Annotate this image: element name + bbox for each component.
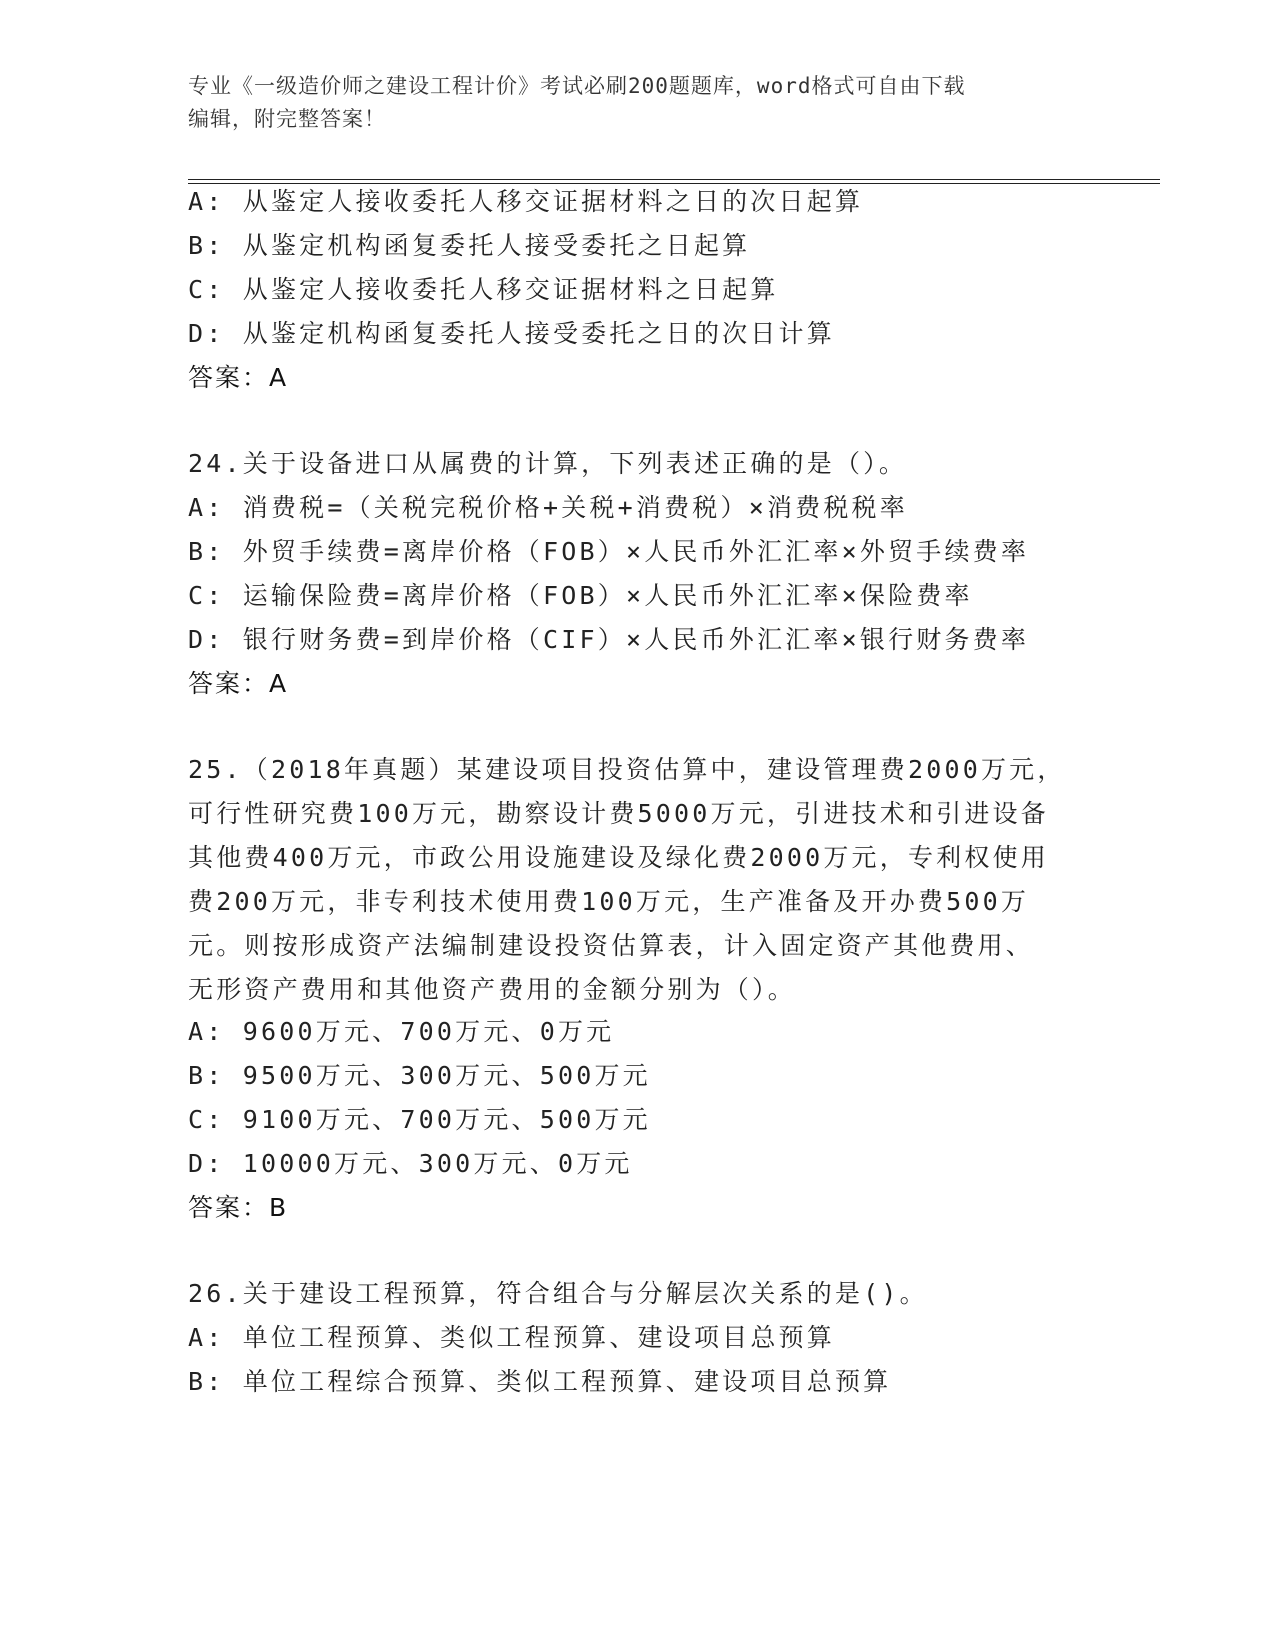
q25-stem-line-2: 可行性研究费100万元，勘察设计费5000万元，引进技术和引进设备 [188,799,1049,828]
q25-option-c: C: 9100万元、700万元、500万元 [188,1105,651,1134]
header-line-1: 专业《一级造价师之建设工程计价》考试必刷200题题库，word格式可自由下载 [188,74,966,98]
q26-option-a: A: 单位工程预算、类似工程预算、建设项目总预算 [188,1323,835,1352]
q24-option-b: B: 外贸手续费=离岸价格（FOB）×人民币外汇汇率×外贸手续费率 [188,537,1030,566]
q24-stem: 24.关于设备进口从属费的计算，下列表述正确的是（）。 [188,449,908,478]
header-divider-top [188,179,1160,180]
header-line-2: 编辑，附完整答案！ [188,107,386,131]
q23-option-b: B: 从鉴定机构函复委托人接受委托之日起算 [188,231,751,260]
q23-option-c: C: 从鉴定人接收委托人移交证据材料之日起算 [188,275,779,304]
q25-stem-line-1: 25.（2018年真题）某建设项目投资估算中，建设管理费2000万元， [188,755,1066,784]
q25-option-a: A: 9600万元、700万元、0万元 [188,1017,615,1046]
q24-answer: 答案：A [188,669,289,698]
q23-answer: 答案：A [188,363,289,392]
q25-option-d: D: 10000万元、300万元、0万元 [188,1149,633,1178]
header-divider-bottom [188,183,1160,184]
q25-stem-line-3: 其他费400万元，市政公用设施建设及绿化费2000万元，专利权使用 [188,843,1049,872]
document-header [188,70,1088,136]
q24-option-c: C: 运输保险费=离岸价格（FOB）×人民币外汇汇率×保险费率 [188,581,973,610]
q26-option-b: B: 单位工程综合预算、类似工程预算、建设项目总预算 [188,1367,892,1396]
q25-answer: 答案：B [188,1193,289,1222]
q25-stem-line-4: 费200万元，非专利技术使用费100万元，生产准备及开办费500万 [188,887,1030,916]
q24-option-a: A: 消费税=（关税完税价格+关税+消费税）×消费税税率 [188,493,908,522]
q26-stem: 26.关于建设工程预算，符合组合与分解层次关系的是()。 [188,1279,928,1308]
q23-option-d: D: 从鉴定机构函复委托人接受委托之日的次日计算 [188,319,835,348]
q25-option-b: B: 9500万元、300万元、500万元 [188,1061,651,1090]
q23-option-a: A: 从鉴定人接收委托人移交证据材料之日的次日起算 [188,187,864,216]
q25-stem-line-5: 元。则按形成资产法编制建设投资估算表，计入固定资产其他费用、 [188,931,1035,960]
q24-option-d: D: 银行财务费=到岸价格（CIF）×人民币外汇汇率×银行财务费率 [188,625,1030,654]
q25-stem-line-6: 无形资产费用和其他资产费用的金额分别为（）。 [188,975,796,1004]
